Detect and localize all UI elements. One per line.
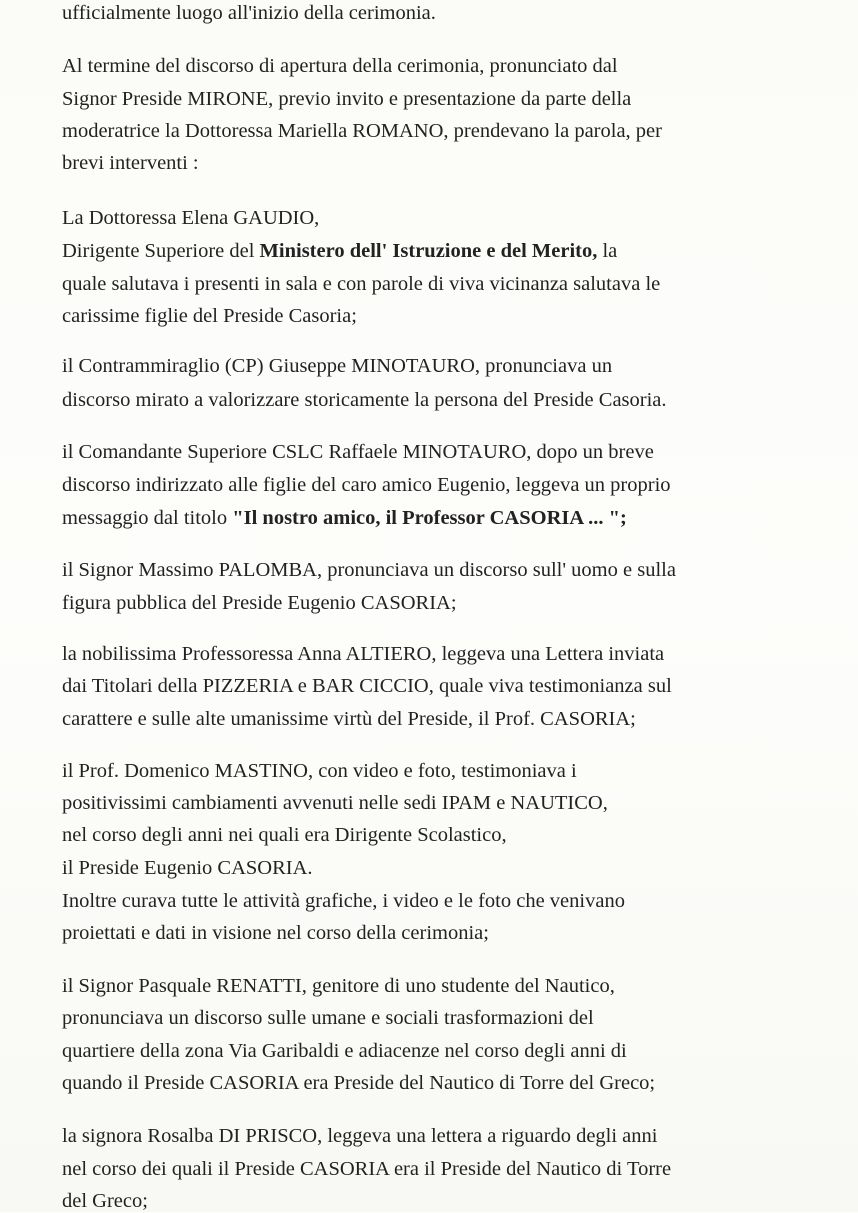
text-segment: nel corso dei quali il Preside CASORIA era il Preside del Nautico di Torre — [62, 1158, 672, 1180]
text-segment: quartiere della zona Via Garibaldi e adiacenze nel corso degli anni di — [62, 1040, 627, 1062]
text-segment: messaggio dal titolo — [62, 507, 233, 529]
text-line — [62, 440, 654, 464]
text-segment: la — [597, 240, 618, 262]
text-line — [62, 54, 618, 78]
text-line — [62, 1071, 655, 1095]
text-segment: la signora Rosalba DI PRISCO, leggeva una lettera a riguardo degli anni — [62, 1125, 658, 1147]
text-segment: discorso mirato a valorizzare storicamente la persona del Preside Casoria. — [62, 389, 667, 411]
text-line — [62, 642, 664, 666]
text-segment: ufficialmente luogo all'inizio della cerimonia. — [62, 2, 436, 24]
text-segment: positivissimi cambiamenti avvenuti nelle sedi IPAM e NAUTICO, — [62, 792, 608, 814]
text-segment: Inoltre curava tutte le attività grafiche, i video e le foto che venivano — [62, 890, 625, 912]
text-segment: nel corso degli anni nei quali era Dirigente Scolastico, — [62, 824, 507, 846]
text-segment: il Prof. Domenico MASTINO, con video e foto, testimoniava i — [62, 760, 577, 782]
text-line — [62, 974, 615, 998]
text-line — [62, 388, 667, 412]
text-segment: quale salutava i presenti in sala e con parole di viva vicinanza salutava le — [62, 273, 661, 295]
text-line — [62, 151, 199, 175]
bold-text-segment: Ministero dell' Istruzione e del Merito, — [259, 240, 598, 262]
text-segment: carattere e sulle alte umanissime virtù del Preside, il Prof. CASORIA; — [62, 708, 636, 730]
text-segment: il Signor Massimo PALOMBA, pronunciava un discorso sull' uomo e sulla — [62, 559, 676, 581]
text-segment: Signor Preside MIRONE, previo invito e presentazione da parte della — [62, 88, 632, 110]
text-segment: proiettati e dati in visione nel corso della cerimonia; — [62, 922, 489, 944]
text-segment: discorso indirizzato alle figlie del caro amico Eugenio, leggeva un proprio — [62, 474, 671, 496]
bold-text-segment: "Il nostro amico, il Professor CASORIA ... "; — [232, 507, 627, 529]
text-line — [62, 558, 676, 582]
text-line — [62, 1124, 657, 1148]
text-line — [62, 591, 457, 615]
text-line — [62, 87, 631, 111]
text-line — [62, 119, 662, 143]
text-segment: il Contrammiraglio (CP) Giuseppe MINOTAURO, pronunciava un — [62, 355, 613, 377]
text-line — [62, 1189, 148, 1213]
text-line — [62, 1039, 627, 1063]
text-segment: Dirigente Superiore del — [62, 240, 260, 262]
text-line — [62, 473, 671, 497]
text-line — [62, 206, 319, 230]
text-segment: brevi interventi : — [62, 152, 199, 174]
text-segment: Al termine del discorso di apertura della cerimonia, pronunciato dal — [62, 55, 618, 77]
text-segment: la nobilissima Professoressa Anna ALTIERO, leggeva una Lettera inviata — [62, 643, 665, 665]
text-line — [62, 272, 660, 296]
text-segment: moderatrice la Dottoressa Mariella ROMANO, prendevano la parola, per — [62, 120, 662, 142]
text-segment: figura pubblica del Preside Eugenio CASORIA; — [62, 592, 457, 614]
text-line — [62, 823, 507, 847]
text-line — [62, 1, 436, 25]
text-line — [62, 759, 577, 783]
text-line — [62, 354, 612, 378]
text-line — [62, 791, 608, 815]
text-line — [62, 921, 489, 945]
text-segment: carissime figlie del Preside Casoria; — [62, 305, 357, 327]
text-line — [62, 1157, 671, 1181]
text-segment: il Preside Eugenio CASORIA. — [62, 857, 313, 879]
text-line — [62, 856, 313, 880]
text-segment: dai Titolari della PIZZERIA e BAR CICCIO, quale viva testimonianza sul — [62, 675, 672, 697]
text-line — [62, 889, 625, 913]
text-line — [62, 239, 617, 263]
text-segment: quando il Preside CASORIA era Preside del Nautico di Torre del Greco; — [62, 1072, 656, 1094]
text-segment: il Comandante Superiore CSLC Raffaele MINOTAURO, dopo un breve — [62, 441, 654, 463]
text-line — [62, 674, 672, 698]
text-segment: il Signor Pasquale RENATTI, genitore di uno studente del Nautico, — [62, 975, 615, 997]
text-line — [62, 304, 357, 328]
text-line — [62, 1006, 594, 1030]
text-line — [62, 707, 636, 731]
text-segment: La Dottoressa Elena GAUDIO, — [62, 207, 320, 229]
text-line — [62, 506, 627, 530]
text-segment: del Greco; — [62, 1190, 148, 1212]
text-segment: pronunciava un discorso sulle umane e sociali trasformazioni del — [62, 1007, 594, 1029]
